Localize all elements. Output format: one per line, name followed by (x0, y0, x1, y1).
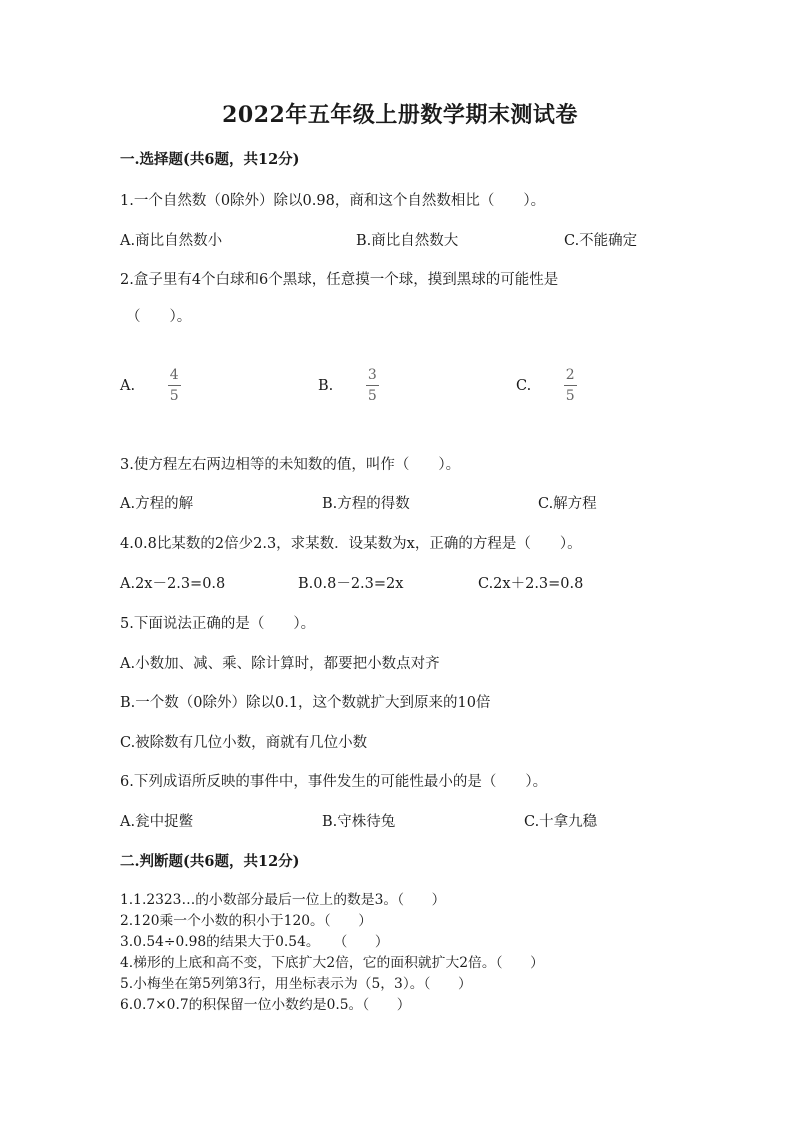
question-6-stem: 6.下列成语所反映的事件中，事件发生的可能性最小的是（ ）。 (120, 774, 548, 790)
fraction-c (564, 368, 577, 403)
fraction-b-denominator: 5 (366, 385, 379, 403)
judgment-item-3: 3.0.54÷0.98的结果大于0.54。 （ ） (120, 934, 389, 950)
fraction-c-numerator: 2 (565, 367, 575, 383)
question-2-stem-line2: （ ）。 (126, 309, 192, 325)
question-1-option-a: A.商比自然数小 (120, 233, 223, 249)
page-title: 2022年五年级上册数学期末测试卷 (222, 102, 578, 128)
question-5-option-a: A.小数加、减、乘、除计算时，都要把小数点对齐 (120, 656, 440, 672)
option-a-label: A. (120, 377, 136, 394)
question-1-option-b: B.商比自然数大 (356, 233, 459, 249)
question-5-stem: 5.下面说法正确的是（ ）。 (120, 616, 316, 632)
judgment-item-4: 4.梯形的上底和高不变，下底扩大2倍，它的面积就扩大2倍。（ ） (120, 955, 544, 971)
fraction-b (366, 368, 379, 403)
question-2-option-a (120, 368, 181, 403)
question-6-option-b: B.守株待兔 (322, 814, 396, 830)
question-5-option-c: C.被除数有几位小数，商就有几位小数 (120, 735, 368, 751)
fraction-a-denominator: 5 (168, 385, 181, 403)
question-2-option-c (516, 368, 577, 403)
question-4-option-c: C.2x＋2.3=0.8 (478, 576, 584, 592)
fraction-a-numerator: 4 (169, 367, 179, 383)
question-3-option-c: C.解方程 (538, 496, 597, 512)
judgment-item-6: 6.0.7×0.7的积保留一位小数约是0.5。（ ） (120, 997, 411, 1013)
option-b-label: B. (318, 377, 334, 394)
question-1-stem: 1.一个自然数（0除外）除以0.98，商和这个自然数相比（ ）。 (120, 193, 546, 209)
question-5-option-b: B.一个数（0除外）除以0.1，这个数就扩大到原来的10倍 (120, 695, 491, 711)
section-heading-choice: 一.选择题(共6题，共12分) (120, 151, 300, 168)
section-heading-judgment: 二.判断题(共6题，共12分) (120, 853, 300, 870)
fraction-c-denominator: 5 (564, 385, 577, 403)
question-2-option-b (318, 368, 379, 403)
fraction-b-numerator: 3 (367, 367, 377, 383)
judgment-item-1: 1.1.2323…的小数部分最后一位上的数是3。（ ） (120, 892, 446, 908)
question-4-option-b: B.0.8－2.3=2x (298, 576, 404, 592)
question-2-stem-line1: 2.盒子里有4个白球和6个黑球，任意摸一个球，摸到黑球的可能性是 (120, 272, 559, 288)
question-3-stem: 3.使方程左右两边相等的未知数的值，叫作（ ）。 (120, 457, 461, 473)
question-6-option-c: C.十拿九稳 (524, 814, 598, 830)
fraction-a (168, 368, 181, 403)
question-1-option-c: C.不能确定 (564, 233, 638, 249)
question-4-stem: 4.0.8比某数的2倍少2.3，求某数．设某数为x，正确的方程是（ ）。 (120, 536, 582, 552)
question-4-option-a: A.2x－2.3=0.8 (120, 576, 226, 592)
judgment-item-2: 2.120乘一个小数的积小于120。（ ） (120, 913, 373, 929)
judgment-item-5: 5.小梅坐在第5列第3行，用坐标表示为（5，3）。（ ） (120, 976, 472, 992)
question-6-option-a: A.瓮中捉鳖 (120, 814, 194, 830)
option-c-label: C. (516, 377, 532, 394)
question-3-option-a: A.方程的解 (120, 496, 194, 512)
question-3-option-b: B.方程的得数 (322, 496, 410, 512)
